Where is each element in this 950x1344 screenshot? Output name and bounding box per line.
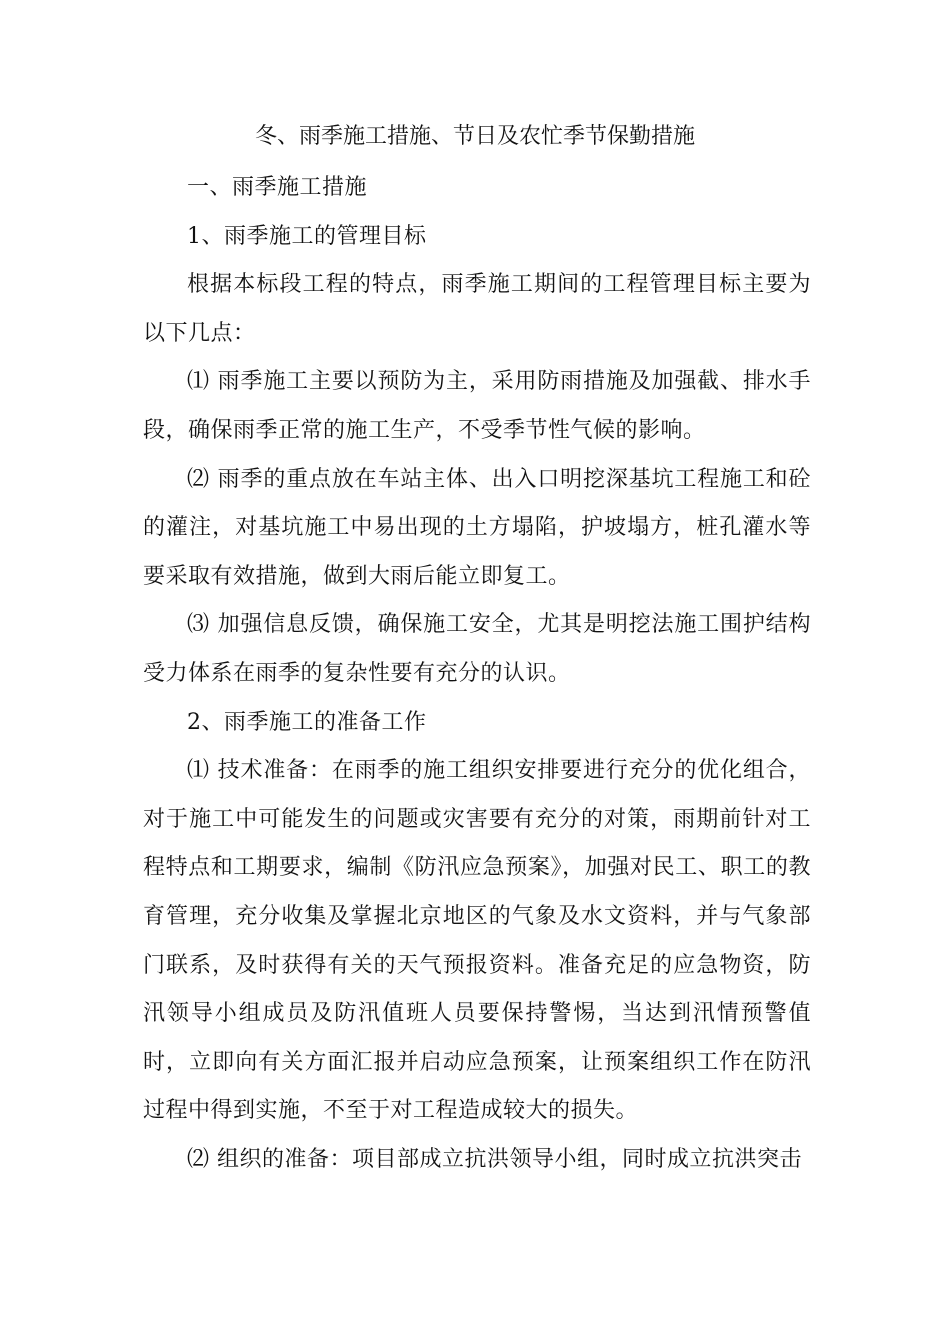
paragraph-goal-3: ⑶ 加强信息反馈，确保施工安全，尤其是明挖法施工围护结构受力体系在雨季的复杂性要有充分的认识。	[143, 612, 811, 686]
document-title: 冬、雨季施工措施、节日及农忙季节保勤措施	[254, 124, 695, 149]
document-body	[143, 164, 811, 1184]
section-heading-rainy-season: 一、雨季施工措施	[187, 175, 368, 200]
paragraph-organizational-preparation: ⑵ 组织的准备：项目部成立抗洪领导小组，同时成立抗洪突击	[187, 1146, 802, 1172]
subsection-heading-preparation: 2、雨季施工的准备工作	[187, 709, 427, 735]
paragraph-goal-1: ⑴ 雨季施工主要以预防为主，采用防雨措施及加强截、排水手段，确保雨季正常的施工生产，不受季节性气候的影响。	[143, 369, 811, 443]
paragraph-goal-2: ⑵ 雨季的重点放在车站主体、出入口明挖深基坑工程施工和砼的灌注，对基坑施工中易出现的土方塌陷，护坡塌方，桩孔灌水等要采取有效措施，做到大雨后能立即复工。	[143, 466, 811, 589]
paragraph-goals-intro: 根据本标段工程的特点，雨季施工期间的工程管理目标主要为以下几点：	[143, 272, 811, 346]
subsection-heading-management-goals: 1、雨季施工的管理目标	[187, 223, 427, 249]
paragraph-technical-preparation: ⑴ 技术准备：在雨季的施工组织安排要进行充分的优化组合，对于施工中可能发生的问题或灾害要有充分的对策，雨期前针对工程特点和工期要求，编制《防汛应急预案》，加强对民工、职工的教育管理，充分收集及掌握北京地区的气象及水文资料，并与气象部门联系，及时获得有关的天气预报资料。准备充足的应急物资，防汛领导小组成员及防汛值班人员要保持警惕，当达到汛情预警值时，立即向有关方面汇报并启动应急预案，让预案组织工作在防汛过程中得到实施，不至于对工程造成较大的损失。	[143, 758, 811, 1124]
